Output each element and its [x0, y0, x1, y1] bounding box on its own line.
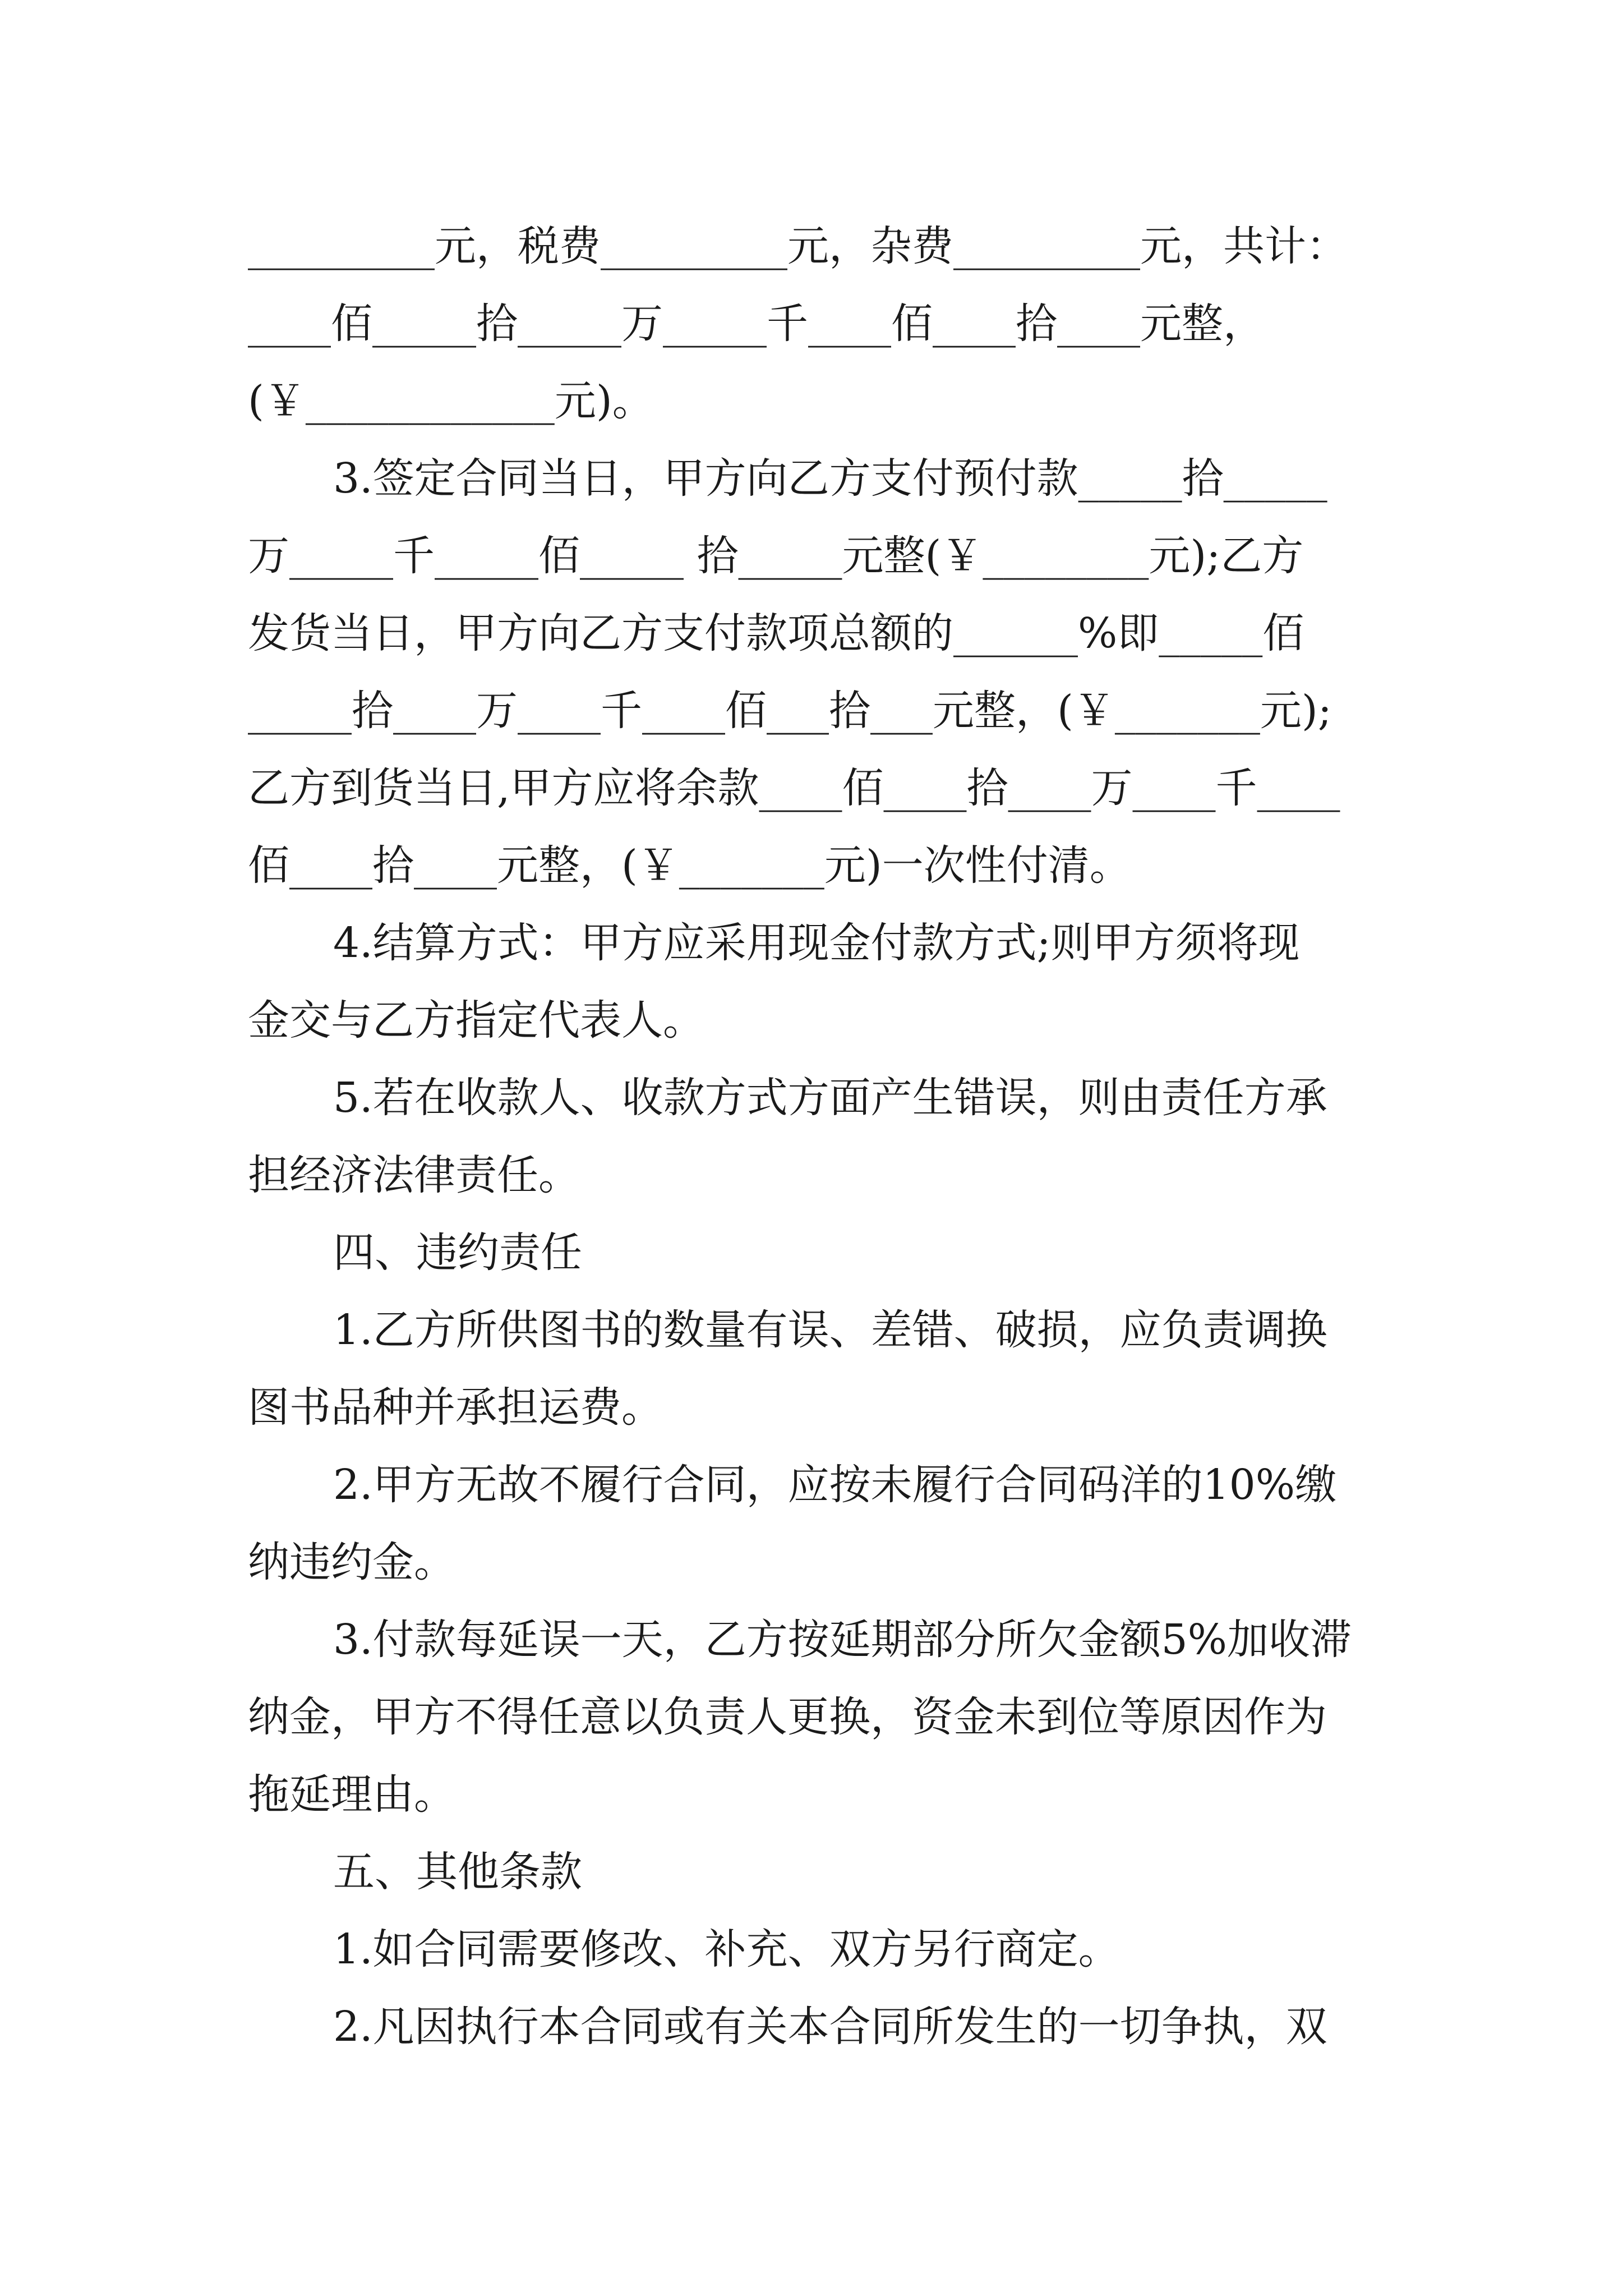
- text-line: [248, 1756, 1386, 1833]
- section-heading: [248, 1214, 1386, 1291]
- line-text: 纳违约金。: [248, 1538, 455, 1586]
- line-text: 担经济法律责任。: [248, 1151, 580, 1199]
- line-text: 5.若在收款人、收款方式方面产生错误，则由责任方承: [333, 1074, 1327, 1122]
- line-text: 图书品种并承担运费。: [248, 1383, 663, 1432]
- paragraph-start: [248, 904, 1386, 982]
- line-text: 3.签定合同当日，甲方向乙方支付预付款_____拾_____: [333, 454, 1327, 503]
- text-line: [248, 672, 1386, 749]
- line-text: 2.凡因执行本合同或有关本合同所发生的一切争执，双: [333, 2003, 1327, 2051]
- line-text: _____拾____万____千____佰___拾___元整，(￥_______元);: [248, 687, 1332, 735]
- document-body: [248, 208, 1386, 2065]
- line-text: 拖延理由。: [248, 1770, 455, 1819]
- section-heading: [248, 1833, 1386, 1911]
- paragraph-start: [248, 440, 1386, 517]
- text-line: [248, 208, 1386, 285]
- line-text: 五、其他条款: [333, 1848, 582, 1896]
- text-line: [248, 1137, 1386, 1214]
- text-line: [248, 595, 1386, 672]
- text-line: [248, 1369, 1386, 1446]
- text-line: [248, 1678, 1386, 1756]
- line-text: 纳金，甲方不得任意以负责人更换，资金未到位等原因作为: [248, 1693, 1327, 1741]
- line-text: 发货当日，甲方向乙方支付款项总额的______%即_____佰: [248, 609, 1304, 657]
- line-text: 金交与乙方指定代表人。: [248, 996, 704, 1045]
- paragraph-start: [248, 1911, 1386, 1988]
- paragraph-start: [248, 1059, 1386, 1137]
- paragraph-start: [248, 1291, 1386, 1369]
- line-text: 佰____拾____元整，(￥_______元)一次性付清。: [248, 841, 1131, 890]
- text-line: [248, 827, 1386, 904]
- line-text: 四、违约责任: [333, 1228, 582, 1277]
- line-text: 1.如合同需要修改、补充、双方另行商定。: [333, 1925, 1120, 1973]
- paragraph-start: [248, 1988, 1386, 2065]
- line-text: ____佰_____拾_____万_____千____佰____拾____元整，: [248, 300, 1265, 348]
- text-line: [248, 362, 1386, 440]
- line-text: 4.结算方式：甲方应采用现金付款方式;则甲方须将现: [333, 919, 1300, 967]
- paragraph-start: [248, 1446, 1386, 1524]
- line-text: 1.乙方所供图书的数量有误、差错、破损，应负责调换: [333, 1306, 1327, 1354]
- line-text: 乙方到货当日,甲方应将余款____佰____拾____万____千____: [248, 764, 1340, 812]
- text-line: [248, 749, 1386, 827]
- paragraph-start: [248, 1601, 1386, 1678]
- line-text: 3.付款每延误一天，乙方按延期部分所欠金额5%加收滞: [333, 1616, 1352, 1664]
- text-line: [248, 1524, 1386, 1601]
- line-text: 2.甲方无故不履行合同，应按未履行合同码洋的10%缴: [333, 1461, 1337, 1509]
- line-text: (￥____________元)。: [248, 377, 654, 425]
- line-text: _________元，税费_________元，杂费_________元，共计：: [248, 222, 1348, 270]
- text-line: [248, 982, 1386, 1059]
- line-text: 万_____千_____佰_____ 拾_____元整(￥________元);乙方: [248, 532, 1304, 580]
- text-line: [248, 517, 1386, 595]
- text-line: [248, 285, 1386, 362]
